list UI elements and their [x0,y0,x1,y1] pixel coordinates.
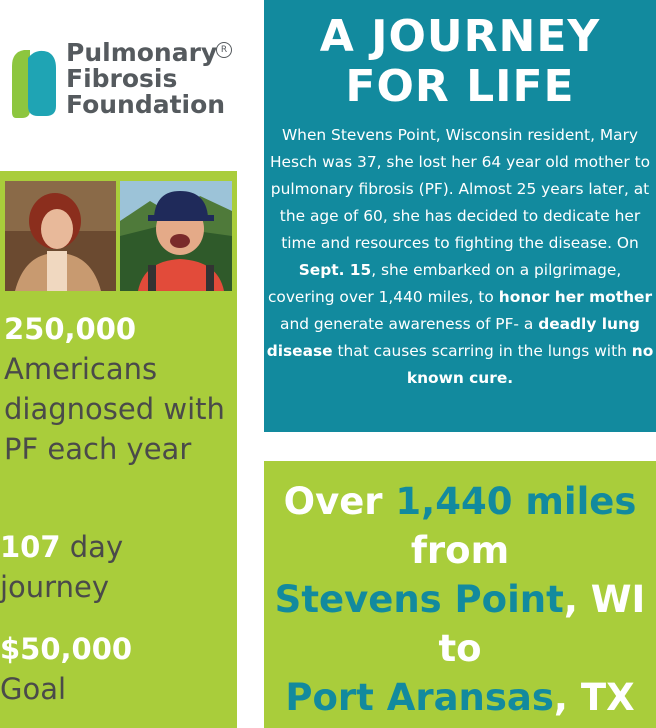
route-end-state: , TX [553,676,635,719]
story-text-2: , she embarked on a pilgrimage, covering over 1,440 miles, to [267,261,622,306]
story-text-4: that causes scarring in the lungs with [332,342,632,360]
route-to: to [438,627,482,670]
title-line-1: A JOURNEY [319,11,601,62]
route-miles: 1,440 miles [395,480,637,523]
route-start-state: , WI [563,578,646,621]
story-text-3: and generate awareness of PF- a [280,315,539,333]
stat-goal-text: Goal [0,672,67,706]
logo-line-2: Fibrosis [66,64,178,93]
story-panel [264,0,656,432]
route-panel [264,461,656,728]
stat-days-text: journey [0,570,109,604]
woman-portrait-photo [5,181,116,291]
stat-diagnosed [4,309,232,469]
route-from: from [410,529,510,572]
route-start-line [264,575,656,624]
route-miles-line [264,477,656,526]
story-bold-disease: deadly lung disease [266,315,640,360]
logo-wordmark [66,40,225,118]
stat-diagnosed-number: 250,000 [4,312,137,346]
hiker-photo [120,181,232,291]
route-start-city: Stevens Point [274,578,564,621]
title-line-2: FOR LIFE [345,61,575,112]
stat-goal [0,629,132,709]
registered-mark: R [216,42,232,58]
story-bold-cure: no known cure. [406,342,654,387]
route-over: Over [283,480,396,523]
route-end-city: Port Aransas [285,676,554,719]
story-text-1: When Stevens Point, Wisconsin resident, Mary Hesch was 37, she lost her 64 year old mother to pulmonary fibrosis (PF). Almost 25 years later, at the age of 60, she has decided to dedicate her time and resources to fighting the disease. On [269,126,651,252]
stat-diagnosed-text: Americans diagnosed with PF each year [4,352,225,466]
stat-days [0,527,123,607]
logo-line-1: Pulmonary [66,38,218,67]
route-end-line [264,673,656,722]
stat-days-number: 107 [0,530,61,564]
story-bold-honor: honor her mother [498,288,653,306]
story-title [264,12,656,112]
logo-line-3: Foundation [66,90,226,119]
stat-goal-number: $50,000 [0,632,133,666]
stats-panel [0,171,237,728]
pff-logo-mark [8,46,60,122]
pff-logo [8,40,238,130]
story-body [264,122,656,392]
stat-days-unit: day [60,530,124,564]
story-bold-date: Sept. 15 [298,261,372,279]
